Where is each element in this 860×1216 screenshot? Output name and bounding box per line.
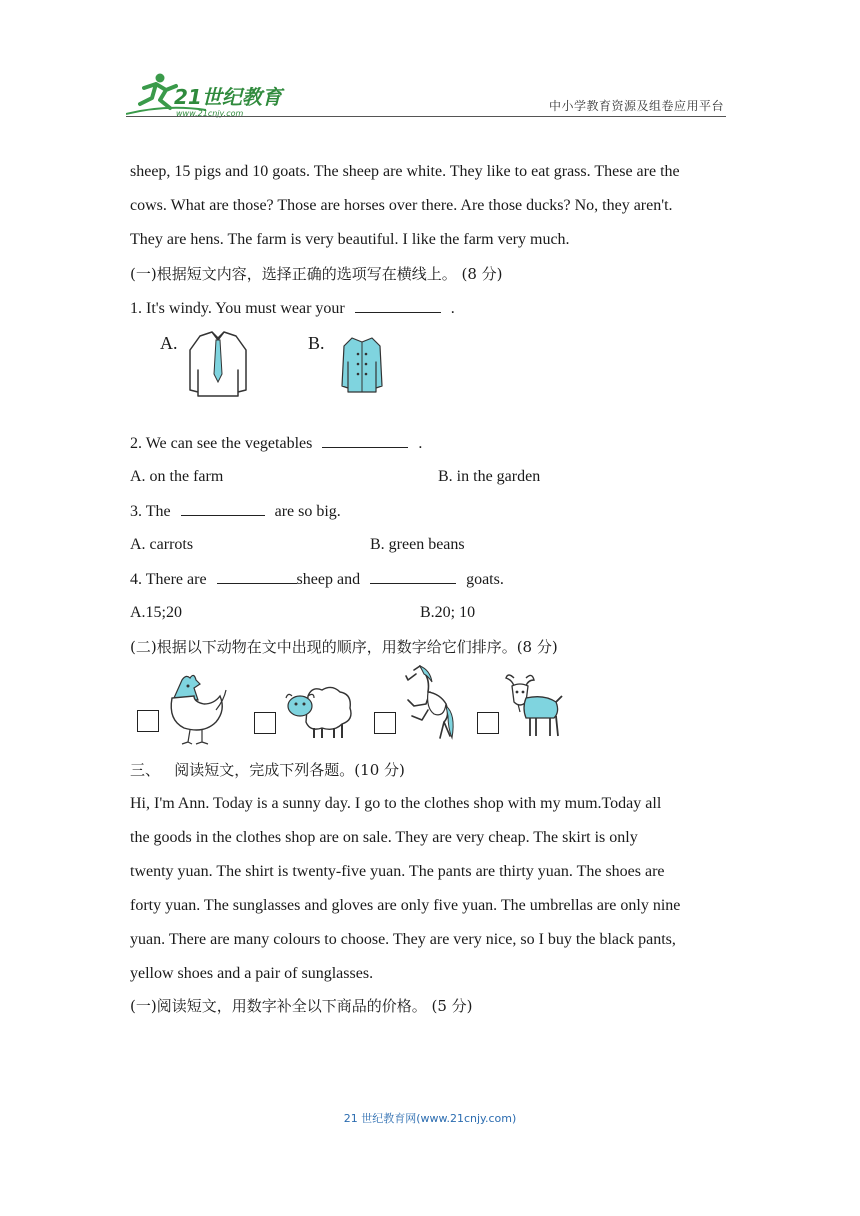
- part3-line-6: yellow shoes and a pair of sunglasses.: [130, 965, 374, 982]
- section1-instruction: (一)根据短文内容，选择正确的选项写在横线上。 (8 分): [130, 265, 503, 283]
- q2-option-a: A. on the farm: [130, 468, 224, 485]
- logo-url: www.21cnjy.com: [176, 109, 244, 118]
- platform-tagline: 中小学教育资源及组卷应用平台: [548, 99, 724, 113]
- question-4: [130, 569, 504, 590]
- part3-line-5: yuan. There are many colours to choose. They are very nice, so I buy the black pants,: [130, 931, 676, 948]
- part3-instruction: (一)阅读短文，用数字补全以下商品的价格。 (5 分): [130, 997, 473, 1015]
- q4-option-a: A.15;20: [130, 604, 182, 621]
- hen-icon: [164, 670, 232, 746]
- question-3: [130, 501, 341, 522]
- horse-icon: [400, 664, 460, 742]
- q3-answer-blank[interactable]: [181, 501, 265, 516]
- header-rule: [126, 116, 726, 117]
- order-box-horse[interactable]: [374, 712, 396, 734]
- order-box-goat[interactable]: [477, 712, 499, 734]
- q4-option-b: B.20; 10: [420, 604, 476, 621]
- q4-post: goats.: [466, 571, 504, 588]
- section2-instruction: (二)根据以下动物在文中出现的顺序，用数字给它们排序。(8 分): [130, 638, 558, 656]
- q3-option-a: A. carrots: [130, 536, 194, 553]
- passage1-line-3: They are hens. The farm is very beautiful. I like the farm very much.: [130, 231, 570, 248]
- logo-text: 21世纪教育: [174, 85, 282, 109]
- page-header: [126, 64, 726, 118]
- q4-pre: 4. There are: [130, 571, 207, 588]
- goat-icon: [504, 672, 564, 742]
- sheep-icon: [284, 684, 356, 740]
- question-1: [130, 298, 455, 319]
- q1-option-b-label: B.: [308, 333, 325, 353]
- part3-line-4: forty yuan. The sunglasses and gloves are only five yuan. The umbrellas are only nine: [130, 897, 681, 914]
- q1-answer-blank[interactable]: [355, 298, 441, 313]
- q4-mid: sheep and: [296, 571, 361, 588]
- order-box-hen[interactable]: [137, 710, 159, 732]
- q1-end: .: [450, 300, 455, 317]
- q4-answer-blank-2[interactable]: [370, 569, 456, 584]
- passage1-line-2: cows. What are those? Those are horses over there. Are those ducks? No, they aren't.: [130, 197, 673, 214]
- page-footer[interactable]: 21 世纪教育网(www.21cnjy.com): [343, 1112, 517, 1125]
- q2-option-b: B. in the garden: [438, 468, 541, 485]
- q2-end: .: [418, 435, 423, 452]
- q1-text: 1. It's windy. You must wear your: [130, 300, 345, 317]
- part3-heading: 三、 阅读短文，完成下列各题。(10 分): [130, 761, 405, 779]
- q1-option-a-label: A.: [160, 333, 178, 353]
- passage1-line-1: sheep, 15 pigs and 10 goats. The sheep are white. They like to eat grass. These are the: [130, 163, 680, 180]
- q3-option-b: B. green beans: [370, 536, 465, 553]
- question-2: [130, 433, 422, 454]
- order-box-sheep[interactable]: [254, 712, 276, 734]
- q3-pre: 3. The: [130, 503, 171, 520]
- coat-icon: [340, 334, 384, 396]
- q4-answer-blank-1[interactable]: [217, 569, 297, 584]
- q2-text: 2. We can see the vegetables: [130, 435, 313, 452]
- q3-post: are so big.: [274, 503, 341, 520]
- shirt-tie-icon: [186, 330, 250, 398]
- logo-21cnjy: [126, 70, 291, 118]
- part3-line-1: Hi, I'm Ann. Today is a sunny day. I go to the clothes shop with my mum.Today all: [130, 795, 662, 812]
- part3-line-3: twenty yuan. The shirt is twenty-five yuan. The pants are thirty yuan. The shoes are: [130, 863, 665, 880]
- q2-answer-blank[interactable]: [322, 433, 408, 448]
- part3-line-2: the goods in the clothes shop are on sale. They are very cheap. The skirt is only: [130, 829, 638, 846]
